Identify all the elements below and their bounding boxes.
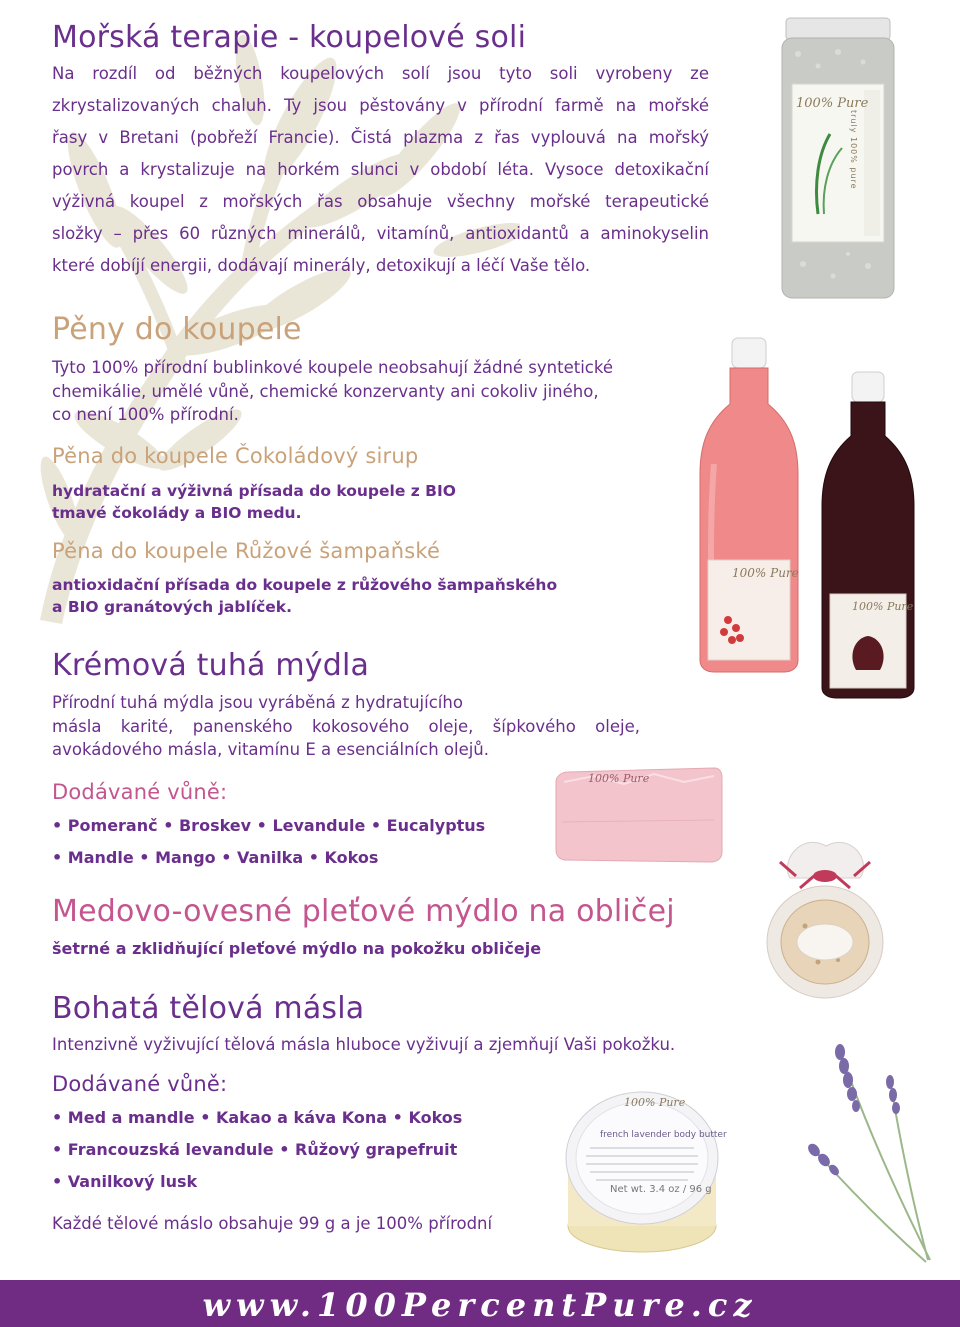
body-butter-note: Každé tělové máslo obsahuje 99 g a je 100% přírodní <box>52 1214 493 1233</box>
scent-item: Broskev <box>178 816 252 835</box>
scent-item: Kokos <box>324 848 379 867</box>
bullet-icon: • <box>52 1172 68 1191</box>
champagne-foam-line: antioxidační přísada do koupele z růžového šampaňského <box>52 576 558 594</box>
sea-salt-line: řasy v Bretani (pobřeží Francie). Čistá plazma z řas vyplouvá na mořský <box>52 128 709 147</box>
bath-salt-jar-image <box>778 14 898 304</box>
scent-item: Vanilka <box>237 848 304 867</box>
face-soap-subtitle: šetrné a zklidňující pleťové mýdlo na pokožku obličeje <box>52 939 542 958</box>
scent-row <box>52 810 485 842</box>
bullet-icon: • <box>308 848 325 867</box>
body-butter-tin-image <box>560 1086 724 1256</box>
tin-weight: Net wt. 3.4 oz / 96 g <box>610 1184 712 1195</box>
foam-line: Tyto 100% přírodní bublinkové koupele neobsahují žádné syntetické <box>52 358 613 377</box>
sea-salt-line: výživná koupel z mořských řas obsahuje všechny mořské terapeutické <box>52 192 709 211</box>
scent-row <box>52 842 485 874</box>
bullet-icon: • <box>279 1140 295 1159</box>
scent-row <box>52 1102 462 1134</box>
bullet-icon: • <box>200 1108 216 1127</box>
foam-title: Pěny do koupele <box>52 312 302 347</box>
scent-item: Kakao a káva Kona <box>215 1108 388 1127</box>
bullet-icon: • <box>52 1140 68 1159</box>
face-soap-title: Medovo-ovesné pleťové mýdlo na obličej <box>52 894 675 929</box>
champagne-bottle-image <box>694 334 804 674</box>
champagne-foam-title: Pěna do koupele Růžové šampaňské <box>52 539 441 563</box>
sea-salt-text <box>52 58 709 282</box>
bullet-icon: • <box>52 816 68 835</box>
soaps-text <box>52 691 640 762</box>
scent-item: Pomeranč <box>67 816 158 835</box>
bullet-icon: • <box>52 848 68 867</box>
bullet-icon: • <box>139 848 156 867</box>
champagne-foam-desc <box>52 574 557 618</box>
scent-item: Mango <box>155 848 216 867</box>
chocolate-foam-title: Pěna do koupele Čokoládový sirup <box>52 444 419 468</box>
scent-item: Růžový grapefruit <box>295 1140 458 1159</box>
scent-row <box>52 1134 462 1166</box>
bullet-icon: • <box>256 816 273 835</box>
tin-product-name: french lavender body butter <box>600 1130 727 1140</box>
chocolate-foam-line: tmavé čokolády a BIO medu. <box>52 504 302 522</box>
bullet-icon: • <box>392 1108 409 1127</box>
scent-item: Eucalyptus <box>386 816 486 835</box>
scent-item: Vanilkový lusk <box>67 1172 198 1191</box>
soaps-scents-list <box>52 810 485 874</box>
soaps-title: Krémová tuhá mýdla <box>52 648 370 683</box>
soap-bar-label: 100% Pure <box>588 772 650 785</box>
chocolate-bottle-image <box>818 370 918 700</box>
foam-text <box>52 356 613 427</box>
body-butter-title: Bohatá tělová másla <box>52 991 365 1026</box>
soaps-scents-label: Dodávané vůně: <box>52 780 228 804</box>
scent-item: Kokos <box>408 1108 463 1127</box>
lavender-image <box>800 1040 950 1266</box>
sea-salt-line: Na rozdíl od běžných koupelových solí jsou tyto soli vyrobeny ze <box>52 64 709 83</box>
body-butter-scents-label: Dodávané vůně: <box>52 1072 228 1096</box>
face-soap-image <box>760 822 890 1004</box>
scent-item: Levandule <box>272 816 366 835</box>
footer-bar <box>0 1280 960 1327</box>
body-butter-text: Intenzivně vyživující tělová másla hluboce vyživují a zjemňují Vaši pokožku. <box>52 1035 676 1054</box>
foam-line: chemikálie, umělé vůně, chemické konzervanty ani cokoliv jiného, <box>52 381 599 401</box>
chocolate-foam-desc <box>52 480 456 524</box>
soaps-line: Přírodní tuhá mýdla jsou vyráběná z hydratujícího <box>52 693 463 712</box>
jar-side-text: truly 100% pure <box>849 110 858 190</box>
scent-item: Francouzská levandule <box>67 1140 274 1159</box>
scent-item: Mandle <box>67 848 134 867</box>
scent-item: Med a mandle <box>67 1108 195 1127</box>
sea-salt-line: které dobíjí energii, dodávají minerály, detoxikují a léčí Vaše tělo. <box>52 256 591 275</box>
chocolate-foam-line: hydratační a výživná přísada do koupele z BIO <box>52 482 456 500</box>
tin-brand: 100% Pure <box>624 1096 686 1109</box>
body-butter-scents-list <box>52 1102 462 1198</box>
bullet-icon: • <box>52 1108 68 1127</box>
sea-salt-line: zkrystalizovaných chaluh. Ty jsou pěstovány v přírodní farmě na mořské <box>52 96 709 115</box>
champagne-foam-line: a BIO granátových jablíček. <box>52 598 292 616</box>
soaps-line: másla karité, panenského kokosového oleje, šípkového oleje, <box>52 716 640 736</box>
scent-row <box>52 1166 462 1198</box>
jar-label-text: 100% Pure <box>796 96 869 111</box>
bullet-icon: • <box>370 816 387 835</box>
sea-salt-line: povrch a krystalizuje na horkém slunci v období léta. Vysoce detoxikační <box>52 160 709 179</box>
sea-salt-line: složky – přes 60 různých minerálů, vitamínů, antioxidantů a aminokyselin <box>52 224 709 243</box>
foam-line: co není 100% přírodní. <box>52 405 239 424</box>
bullet-icon: • <box>163 816 179 835</box>
champagne-bottle-label: 100% Pure <box>732 566 799 580</box>
sea-salt-title: Mořská terapie - koupelové soli <box>52 20 527 55</box>
chocolate-bottle-label: 100% Pure <box>852 600 914 613</box>
website-link[interactable]: www.100PercentPure.cz <box>202 1286 758 1324</box>
soaps-line: avokádového másla, vitamínu E a esenciálních olejů. <box>52 740 490 759</box>
bullet-icon: • <box>221 848 238 867</box>
